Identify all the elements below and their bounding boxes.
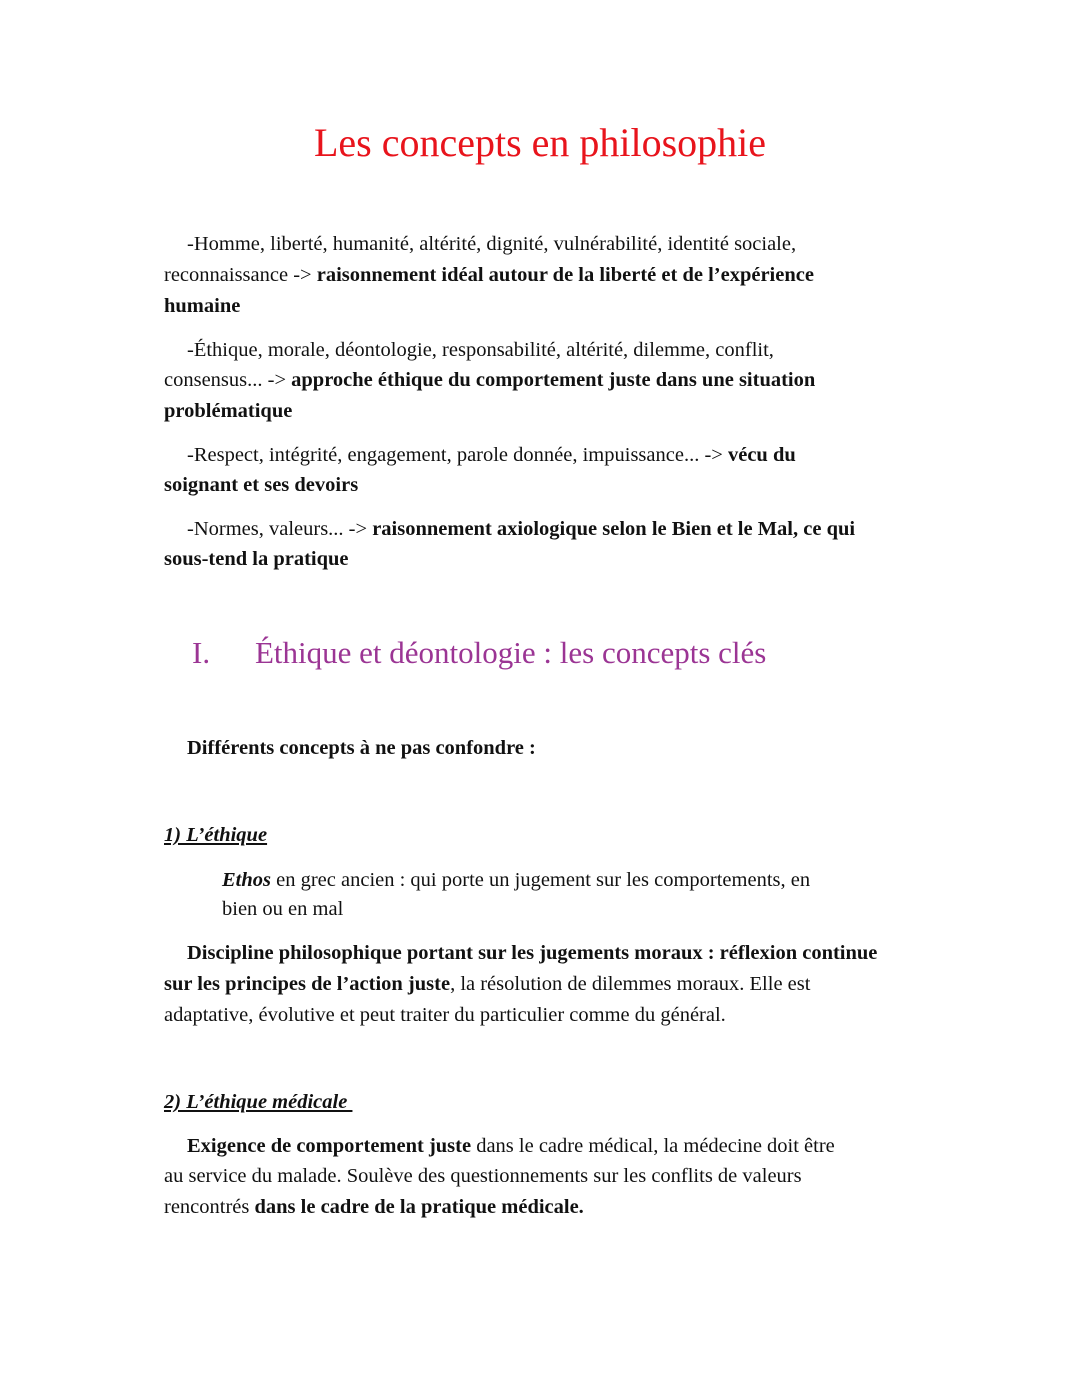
text: dans le cadre médical, la médecine doit être: [471, 1135, 835, 1157]
text-line: [187, 938, 877, 968]
bold-text: sous-tend la pratique: [164, 548, 349, 570]
text: , la résolution de dilemmes moraux. Elle est: [450, 973, 811, 995]
bold-text: Différents concepts à ne pas confondre :: [187, 737, 536, 759]
section-number: I.: [192, 635, 211, 670]
text-line: [222, 865, 810, 895]
text-line: [187, 1131, 835, 1161]
text-line: [187, 335, 774, 365]
bold-text: Exigence de comportement juste: [187, 1135, 472, 1157]
text-line: [164, 969, 810, 999]
text: -Normes, valeurs... ->: [187, 518, 373, 540]
text-line: [164, 291, 240, 321]
bold-text: Discipline philosophique portant sur les jugements moraux : réflexion continue: [187, 942, 878, 964]
bold-text: soignant et ses devoirs: [164, 474, 359, 496]
text-line: [187, 229, 796, 259]
subheading-ethique-medicale: 2) L’éthique médicale: [164, 1091, 353, 1113]
bold-text: problématique: [164, 400, 293, 422]
text-line: [164, 396, 292, 426]
text: reconnaissance ->: [164, 264, 317, 286]
text: -Éthique, morale, déontologie, responsabilité, altérité, dilemme, conflit,: [187, 339, 774, 361]
text-line: [164, 470, 358, 500]
text-line: [164, 365, 815, 395]
bold-text: raisonnement idéal autour de la liberté et de l’expérience: [316, 264, 814, 286]
bold-text: approche éthique du comportement juste dans une situation: [291, 369, 816, 391]
page-title: Les concepts en philosophie: [313, 120, 767, 165]
bold-text: sur les principes de l’action juste: [164, 973, 451, 995]
text-line: [187, 733, 536, 763]
bold-text: raisonnement axiologique selon le Bien et le Mal, ce qui: [372, 518, 856, 540]
text-line: [164, 544, 349, 574]
bold-text: vécu du: [727, 444, 796, 466]
text-line: [187, 514, 855, 544]
text-line: [187, 440, 796, 470]
bold-text: dans le cadre de la pratique médicale.: [254, 1196, 584, 1218]
text-line: [164, 1000, 726, 1030]
text: adaptative, évolutive et peut traiter du particulier comme du général.: [164, 1004, 726, 1026]
bold-text: Ethos: [222, 869, 271, 891]
text: rencontrés: [164, 1196, 255, 1218]
text: consensus... ->: [164, 369, 292, 391]
text-line: [164, 1192, 584, 1222]
section-heading: Éthique et déontologie : les concepts clés: [255, 635, 767, 670]
text: -Respect, intégrité, engagement, parole donnée, impuissance... ->: [187, 444, 728, 466]
subheading-ethique: 1) L’éthique: [164, 824, 268, 846]
text: au service du malade. Soulève des questionnements sur les conflits de valeurs: [164, 1165, 802, 1187]
text: en grec ancien : qui porte un jugement sur les comportements, en: [271, 869, 811, 891]
text-line: [164, 260, 814, 290]
text-line: [222, 894, 343, 924]
text-line: [164, 1161, 802, 1191]
bold-text: humaine: [164, 295, 241, 317]
text: bien ou en mal: [222, 898, 344, 920]
text: -Homme, liberté, humanité, altérité, dignité, vulnérabilité, identité sociale,: [187, 233, 797, 255]
